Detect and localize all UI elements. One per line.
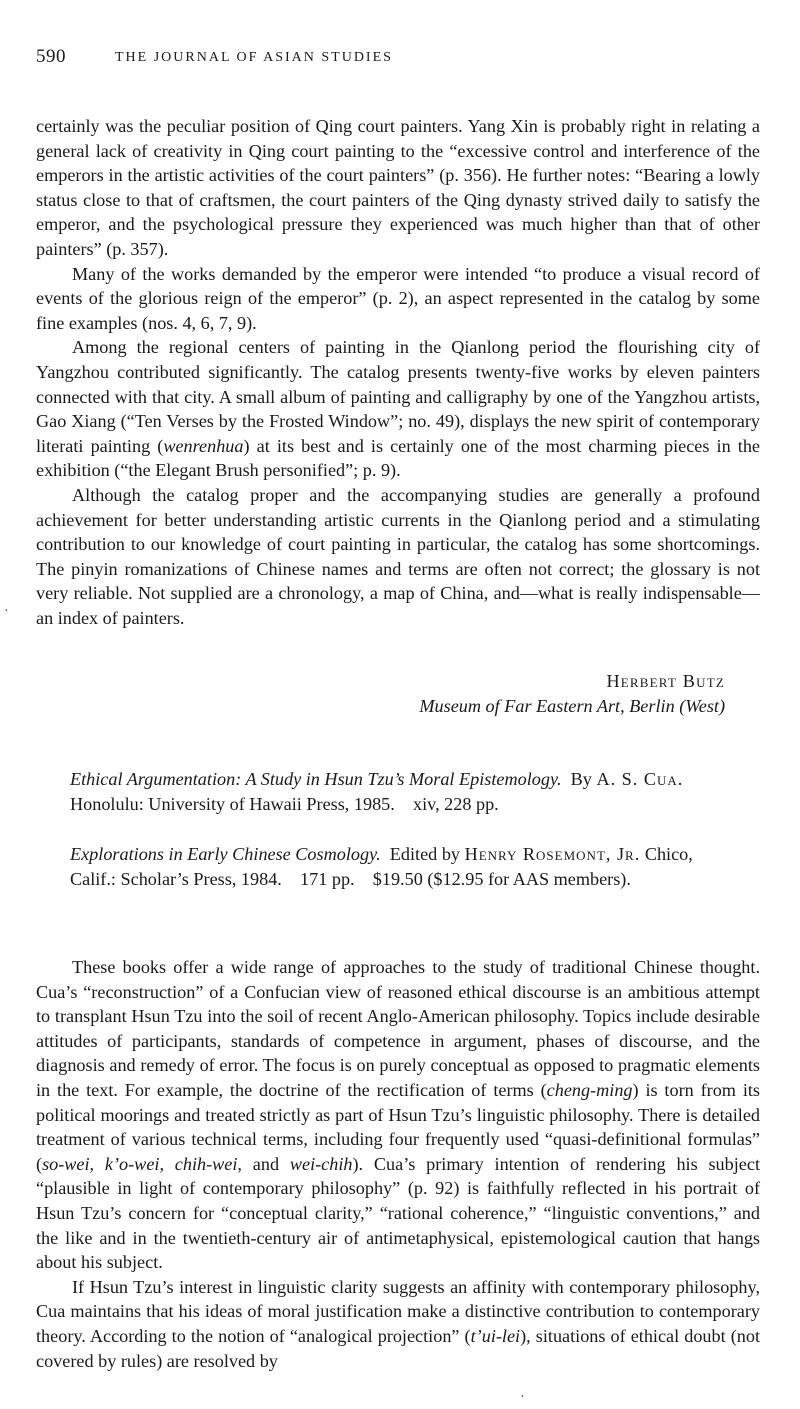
italic-term: wenrenhua	[163, 435, 244, 456]
citation-by: Edited by	[389, 844, 461, 864]
book-citation	[70, 767, 726, 816]
reviewer-name: Herbert Butz	[606, 671, 725, 691]
paragraph	[36, 955, 760, 1275]
margin-mark: ·	[4, 604, 9, 619]
book-author: A. S. Cua.	[596, 769, 684, 789]
italic-term: so-wei, k’o-wei, chih-wei,	[42, 1153, 242, 1174]
paragraph: certainly was the peculiar position of Qing court painters. Yang Xin is probably right in relating a general lack of creativity in Qing court painting to the “excessive control and interference of the emperors in the artistic activities of the court painters” (p. 356). He further notes: “Bearing a lowly status close to that of craftsmen, the court painters of the Qing dynasty strived daily to satisfy the emperor, and the psychological pressure they experienced was much higher than that of other painters” (p. 357).	[36, 116, 760, 259]
review-one-body	[36, 114, 760, 630]
paragraph	[36, 335, 760, 483]
book-author: Henry Rosemont, Jr.	[464, 844, 641, 864]
reviewer-signature	[300, 669, 725, 719]
running-header	[36, 46, 776, 76]
margin-mark: ·	[520, 1390, 525, 1405]
text-run: ). Cua’s primary intention of rendering his subject “plausible in light of contemporary philosophy” (p. 92) is faithfully reflected in his portrait of Hsun Tzu’s concern for “conceptual clarity,” “rational coherence,” “linguistic conventions,” and the like and in the twentieth-century air of antimetaphysical, epistemological caution that hangs about his subject.	[36, 1153, 760, 1273]
book-title: Ethical Argumentation: A Study in Hsun Tzu’s Moral Epistemology.	[70, 769, 562, 789]
italic-term: wei-chih	[289, 1153, 353, 1174]
review-two-body	[36, 955, 760, 1373]
book-citation	[70, 842, 726, 891]
text-run: ) is torn from its political moorings and treated strictly as part of Hsun Tzu’s linguistic philosophy. There is detailed treatment of various technical terms, including four frequently used “quasi-definitional formulas” (	[36, 1079, 761, 1174]
page-number: 590	[36, 46, 66, 67]
paragraph	[36, 1275, 760, 1373]
reviewer-affiliation: Museum of Far Eastern Art, Berlin (West)	[419, 696, 725, 716]
paragraph: Although the catalog proper and the accompanying studies are generally a profound achievement for better understanding artistic currents in the Qianlong period and a stimulating contribution to our knowledge of court painting in particular, the catalog has some shortcomings. The pinyin romanizations of Chinese names and terms are often not correct; the glossary is not very reliable. Not supplied are a chronology, a map of China, and—what is really indispensable—an index of painters.	[36, 484, 760, 628]
paragraph: Many of the works demanded by the emperor were intended “to produce a visual record of events of the glorious reign of the emperor” (p. 2), an aspect represented in the catalog by some fine examples (nos. 4, 6, 7, 9).	[36, 263, 760, 333]
text-run: Among the regional centers of painting in the Qianlong period the flourishing city of Yangzhou contributed significantly. The catalog presents twenty-five works by eleven painters connected with that city. A small album of painting and calligraphy by one of the Yangzhou artists, Gao Xiang (“Ten Verses by the Frosted Window”; no. 49), displays the new spirit of contemporary literati painting (	[36, 337, 760, 456]
text-run: These books offer a wide range of approaches to the study of traditional Chinese thought. Cua’s “reconstruction” of a Confucian view of reasoned ethical discourse is an ambitious attempt to transplant Hsun Tzu into the soil of recent Anglo-American philosophy. Topics include desirable attitudes of participants, standards of competence in argument, phases of discourse, and the diagnosis and remedy of error. The focus is on purely conceptual as opposed to pragmatic elements in the text. For example, the doctrine of the rectification of terms (	[36, 957, 760, 1100]
journal-title: THE JOURNAL OF ASIAN STUDIES	[115, 50, 393, 65]
italic-term: t’ui-lei	[470, 1325, 521, 1346]
publication-details: Chico, Calif.: Scholar’s Press, 1984. 171 pp. $19.50 ($12.95 for AAS members).	[70, 844, 693, 889]
text-run: ), situations of ethical doubt (not covered by rules) are resolved by	[36, 1325, 760, 1371]
citation-by: By	[570, 769, 592, 789]
text-run: ) at its best and is certainly one of the most charming pieces in the exhibition (“the Elegant Brush personified”; p. 9).	[36, 435, 760, 481]
book-title: Explorations in Early Chinese Cosmology.	[70, 844, 381, 864]
text-run: If Hsun Tzu’s interest in linguistic clarity suggests an affinity with contemporary philosophy, Cua maintains that his ideas of moral justification make a distinctive contribution to contemporary theory. According to the notion of “analogical projection” (	[36, 1276, 760, 1346]
text-run: and	[241, 1153, 290, 1174]
publication-details: Honolulu: University of Hawaii Press, 1985. xiv, 228 pp.	[70, 793, 499, 814]
italic-term: cheng-ming	[546, 1079, 633, 1100]
